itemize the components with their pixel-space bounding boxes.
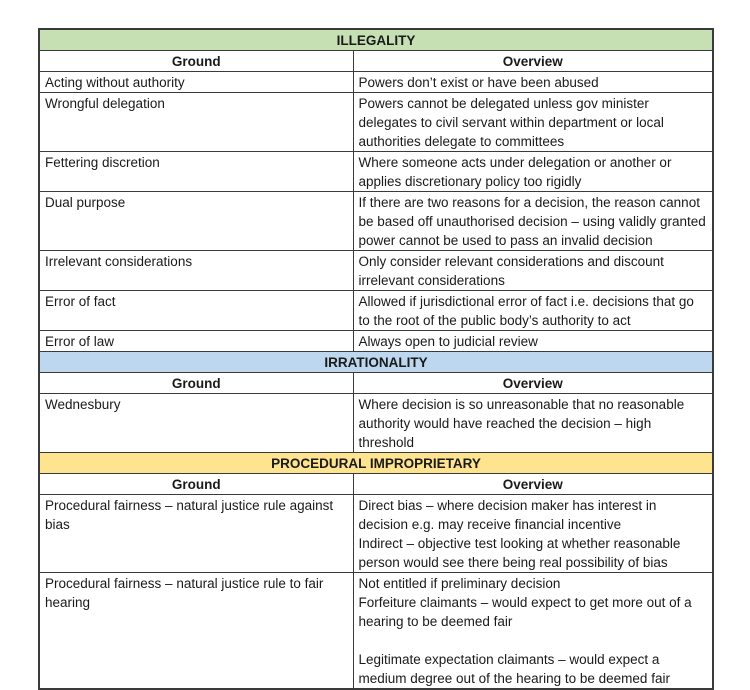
table-row [39,331,713,352]
overview-paragraph: If there are two reasons for a decision, the reason cannot be based off unauthorised decision – using validly granted power cannot be used to pass an invalid decision [358,195,706,248]
section-title-illegality: ILLEGALITY [39,29,713,51]
ground-cell: Irrelevant considerations [39,251,353,291]
judicial-review-grounds-table [38,28,714,690]
ground-column-header: Ground [39,373,353,394]
section-header-row-irrationality [39,352,713,373]
overview-column-header: Overview [353,373,713,394]
ground-cell: Wrongful delegation [39,93,353,152]
overview-cell [353,72,713,93]
overview-column-header: Overview [353,474,713,495]
overview-cell [353,291,713,331]
review-table-body [39,29,713,689]
overview-paragraph: Indirect – objective test looking at whether reasonable person would see there being real possibility of bias [358,536,681,570]
table-row [39,152,713,192]
overview-paragraph: Where someone acts under delegation or another or applies discretionary policy too rigidly [358,155,672,189]
overview-cell [353,251,713,291]
overview-cell [353,394,713,453]
section-header-row-illegality [39,29,713,51]
overview-paragraph [359,631,708,650]
ground-cell: Wednesbury [39,394,353,453]
overview-paragraph: Powers cannot be delegated unless gov minister delegates to civil servant within department or local authorities delegate to committees [358,96,664,149]
ground-cell: Fettering discretion [39,152,353,192]
overview-cell [353,93,713,152]
ground-cell: Error of fact [39,291,353,331]
table-row [39,495,713,573]
column-header-row-irrationality [39,373,713,394]
column-header-row-procedural-improprietary [39,474,713,495]
table-row [39,93,713,152]
overview-paragraph: Powers don’t exist or have been abused [358,75,599,90]
table-row [39,192,713,251]
overview-cell [353,331,713,352]
table-row [39,72,713,93]
overview-paragraph: Only consider relevant considerations and discount irrelevant considerations [358,254,664,288]
overview-paragraph: Not entitled if preliminary decision [358,576,561,591]
overview-paragraph: Forfeiture claimants – would expect to get more out of a hearing to be deemed fair [358,595,692,629]
section-title-procedural-improprietary: PROCEDURAL IMPROPRIETARY [39,453,713,474]
overview-column-header: Overview [353,51,713,72]
overview-cell [353,495,713,573]
overview-cell [353,192,713,251]
table-row [39,394,713,453]
ground-cell: Procedural fairness – natural justice rule to fair hearing [39,573,353,690]
overview-paragraph: Direct bias – where decision maker has interest in decision e.g. may receive financial incentive [358,498,657,532]
overview-paragraph: Allowed if jurisdictional error of fact i.e. decisions that go to the root of the public body’s authority to act [358,294,694,328]
overview-paragraph: Legitimate expectation claimants – would expect a medium degree out of the hearing to be deemed fair [358,652,670,686]
ground-cell: Procedural fairness – natural justice rule against bias [39,495,353,573]
overview-paragraph: Always open to judicial review [358,334,538,349]
table-row [39,251,713,291]
overview-paragraph: Where decision is so unreasonable that no reasonable authority would have reached the decision – high threshold [358,397,685,450]
section-title-irrationality: IRRATIONALITY [39,352,713,373]
column-header-row-illegality [39,51,713,72]
ground-cell: Acting without authority [39,72,353,93]
ground-cell: Error of law [39,331,353,352]
ground-cell: Dual purpose [39,192,353,251]
section-header-row-procedural-improprietary [39,453,713,474]
overview-cell [353,152,713,192]
table-row [39,291,713,331]
ground-column-header: Ground [39,474,353,495]
ground-column-header: Ground [39,51,353,72]
